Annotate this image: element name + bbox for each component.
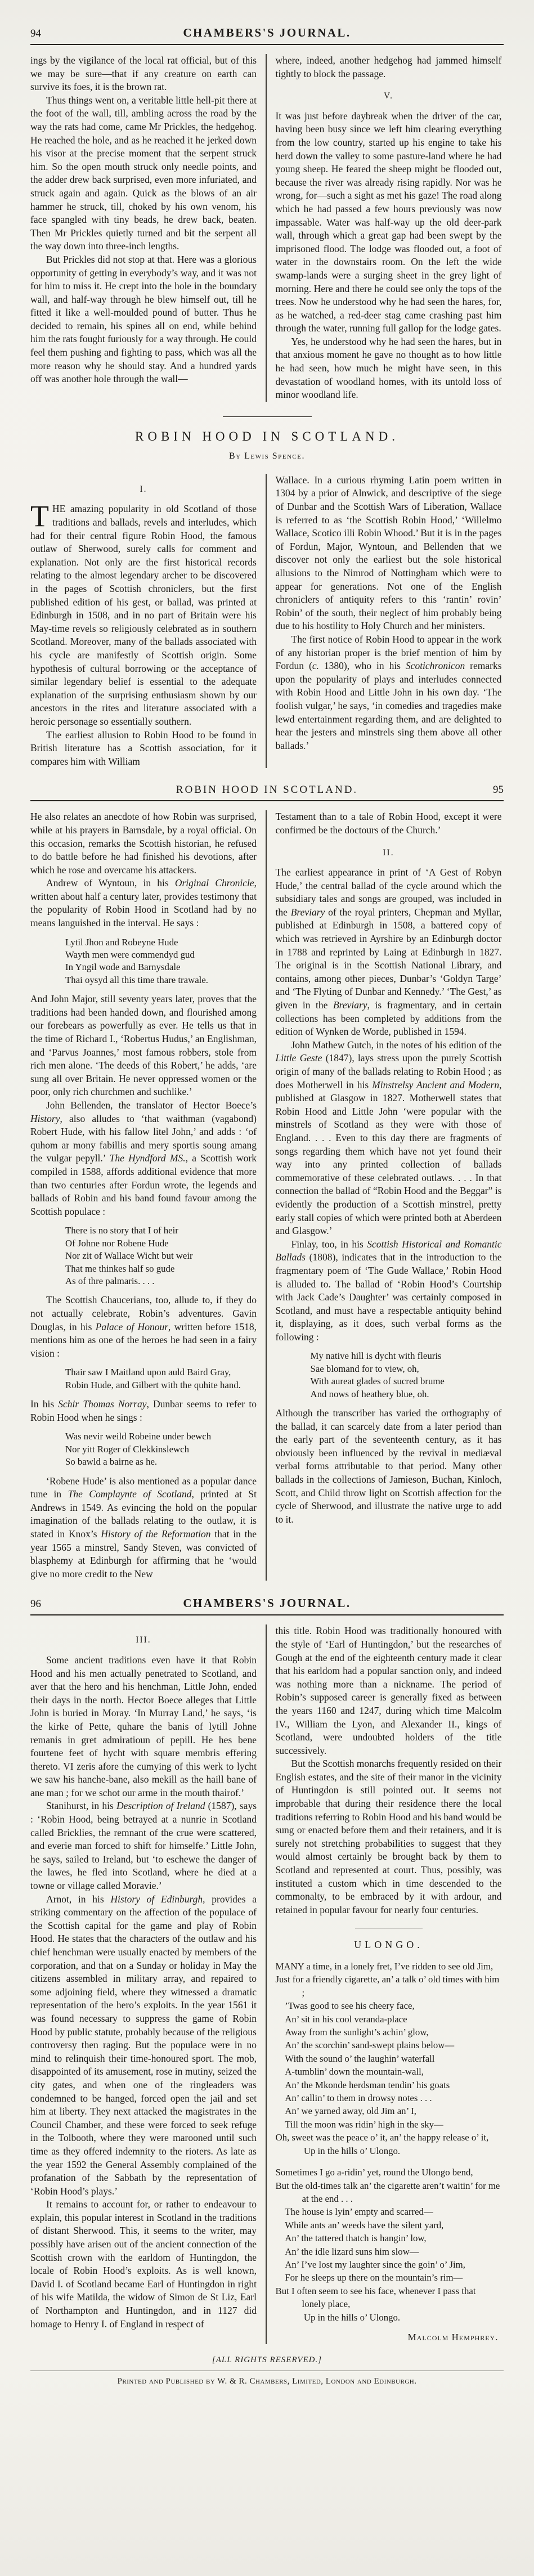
section-heading-v: V. bbox=[383, 91, 394, 101]
verse-line: That me thinkes half so gude bbox=[65, 1263, 175, 1274]
page-95-header bbox=[0, 784, 534, 796]
page-94-header bbox=[0, 26, 534, 40]
page-94-columns-bottom bbox=[0, 465, 534, 768]
paragraph: The earliest appearance in print of ‘A Gest of Robyn Hude,’ the central ballad of the cycle around which the subsidiary tales and songs are grouped, was included in the Breviary of the royal printers, Chepman and Myllar, published at Edinburgh in 1508, a battered copy of which was retrieved in Ayrshire by an Edinburgh doctor in 1788 and reprinted by Laing at Edinburgh in 1827. The original is in the Scottish National Library, and contains, among other pieces, Dunbar’s ‘Goldyn Targe’ and ‘The Flyting of Dunbar and Kennedy.’ ‘The Gest,’ as given in the Breviary, is fragmentary, and in certain collections has been completed by additions from the edition of Wynken de Worde, published in 1594. bbox=[275, 867, 502, 1038]
verse-line: Oh, sweet was the peace o’ it, an’ the happy release o’ it, bbox=[275, 2132, 489, 2143]
page-95 bbox=[0, 784, 534, 1581]
verse-block bbox=[65, 1430, 257, 1468]
verse-line: Nor zit of Wallace Wicht but weir bbox=[65, 1250, 193, 1262]
verse-line: But I often seem to see his face, whenever I pass that lonely place, bbox=[275, 2285, 476, 2310]
column-divider bbox=[266, 1624, 267, 2344]
paragraph: THE amazing popularity in old Scotland of those traditions and ballads, revels and interludes, which had for their central figure Robin Hood, the famous outlaw of Sherwood, surely calls for comment and explanation. Not only are the first historical records relating to the almost legendary archer to be discovered in the pages of Scottish chroniclers, but the first published edition of his gest, or ballad, was printed at Edinburgh in 1508, and in no part of Britain were his May-time revels so religiously celebrated as in southern Scotland. Moreover, many of the ballads associated with his cycle are manifestly of Scottish origin. Some hypothesis of cultural borrowing or the acceptance of similar legendary belief is essential to the adequate explanation of the surprising enthusiasm shown by our ancestors in the rites and literature associated with a heroic personage so essentially southern. bbox=[30, 499, 257, 727]
verse-line: Thair saw I Maitland upon auld Baird Gray, bbox=[65, 1367, 231, 1378]
article-byline: By Lewis Spence. bbox=[228, 451, 305, 461]
right-column bbox=[276, 54, 502, 402]
poem-title: ULONGO. bbox=[354, 1939, 423, 1951]
verse-line: An’ the scorchin’ sand-swept plains below— bbox=[275, 2040, 455, 2051]
right-column bbox=[276, 810, 502, 1581]
running-title: ROBIN HOOD IN SCOTLAND. bbox=[176, 784, 358, 796]
verse-line: While ants an’ weeds have the silent yard, bbox=[275, 2219, 444, 2231]
verse-line: Robin Hude, and Gilbert with the quhite hand. bbox=[65, 1379, 241, 1390]
verse-line: With aureat glades of sucred brume bbox=[310, 1376, 445, 1387]
rights-notice: [ALL RIGHTS RESERVED.] bbox=[212, 2355, 322, 2364]
paragraph: this title. Robin Hood was traditionally honoured with the style of ‘Earl of Huntingdon,’ but the researches of Gough at the end of the eighteenth century made it clear that his earldom had a popular sanction only, and indeed was nothing more than a nickname. The period of Robin’s supposed career is generally fixed as between the years 1160 and 1247, during which time Malcolm IV., William the Lyon, and Alexander II., kings of Scotland, were undoubted holders of the title successively. bbox=[275, 1625, 502, 1756]
verse-line: Of Johne nor Robene Hude bbox=[65, 1237, 169, 1249]
verse-line: An’ I’ve lost my laughter since the goin’ o’ Jim, bbox=[275, 2259, 465, 2270]
paragraph: where, indeed, another hedgehog had jammed himself tightly to block the passage. bbox=[275, 55, 502, 79]
page-96 bbox=[0, 1596, 534, 2405]
paragraph: John Mathew Gutch, in the notes of his edition of the Little Geste (1847), lays stress upon the purely Scottish origin of many of the ballads relating to Robin Hood ; as does Motherwell in his Minstrelsy Ancient and Modern, published at Glasgow in 1827. Motherwell states that Robin Hood and Little John ‘were popular with the minstrels of Scotland as they were with those of England. . . . Even to this day there are fragments of songs regarding them which have not yet found their way into any printed collection of ballads commemorative of these celebrated outlaws. . . . In that connection the ballad of “Robin Hood and the Beggar” is evidently the production of a Scottish minstrel, pretty early stall copies of which were printed both at Aberdeen and Glasgow.’ bbox=[275, 1039, 502, 1237]
page-95-columns bbox=[0, 801, 534, 1581]
left-column bbox=[30, 54, 257, 402]
paragraph: Some ancient traditions even have it that Robin Hood and his men actually penetrated to Scotland, and aver that the hero and his henchman, Little John, ended their days in the north. Hector Boece alleges that Little John is buried in Moray. ‘In Murray Land,’ he says, ‘is the kirke of Pette, quhare the banis of lytill Johne remanis in gret admiratioun of pepill. He hes bene fourtene feet of hycht with square membris effering thereto. VI zeris afore the cumying of this werk to lycht we saw his hanche-bane, also mekill as the haill bane of ane man ; for we schot our arme in the mouth thairof.’ bbox=[30, 1654, 257, 1798]
verse-line: Up in the hills o’ Ulongo. bbox=[275, 2145, 401, 2156]
article-divider-rule bbox=[223, 416, 312, 417]
paragraph: Testament than to a tale of Robin Hood, except it were confirmed be the doctours of the Church.’ bbox=[275, 811, 502, 836]
verse-line: And nows of heathery blue, oh. bbox=[310, 1388, 429, 1399]
verse-line: As of thre palmaris. . . . bbox=[65, 1276, 155, 1286]
verse-line: Wayth men were commendyd gud bbox=[65, 949, 195, 961]
verse-line: ’Twas good to see his cheery face, bbox=[275, 2000, 415, 2012]
section-heading-iii: III. bbox=[136, 1635, 151, 1645]
verse-block bbox=[65, 936, 257, 987]
verse-line: An’ we yarned away, old Jim an’ I, bbox=[275, 2106, 416, 2117]
page-94 bbox=[0, 26, 534, 768]
paragraph: But the Scottish monarchs frequently resided on their English estates, and the site of their manor in the vicinity of Huntingdon is still pointed out. It seems not improbable that during their residence there the local traditions referring to Robin Hood and his band would be sung or enacted before them and their retainers, and it is surely not stretching probabilities to suggest that they would almost certainly be brought back by them to Scotland and represented at court. Thus, possibly, was instituted a custom which in time descended to the commonalty, to be embraced by it with ardour, and retained in popular favour for nearly four centuries. bbox=[275, 1758, 502, 1915]
journal-masthead: CHAMBERS'S JOURNAL. bbox=[183, 26, 351, 39]
section-heading-ii: II. bbox=[383, 847, 394, 858]
page-gap bbox=[0, 768, 534, 784]
paragraph: He also relates an anecdote of how Robin was surprised, while at his prayers in Barnsdale, by a royal official. On this occasion, remarks the Scottish historian, he refused to do battle before he had finished his devotions, after which he rose and overcame his attackers. bbox=[30, 811, 257, 876]
verse-line: For he sleeps up there on the mountain’s rim— bbox=[275, 2272, 463, 2283]
page-gap bbox=[0, 1581, 534, 1596]
verse-line: Sae blomand for to view, oh, bbox=[310, 1363, 419, 1374]
paragraph: John Bellenden, the translator of Hector Boece’s History, also alludes to ‘that waithman (vagabond) Robert Hude, with his fallow litel John,’ and adds : ‘of quhom ar mony fabillis and mery sportis soung amang the vulgar pepyll.’ The Hyndford MS., a Scottish work compiled in 1588, affords additional evidence that more than two centuries after Fordun wrote, the legends and ballads of Robin and his band found favour among the Scottish populace : bbox=[30, 1099, 257, 1217]
paragraph: In his Schir Thomas Norray, Dunbar seems to refer to Robin Hood when he sings : bbox=[30, 1398, 257, 1423]
verse-line: An’ the tattered thatch is hangin’ low, bbox=[275, 2233, 427, 2244]
article-title-block bbox=[0, 402, 534, 465]
verse-line: There is no story that I of heir bbox=[65, 1225, 178, 1236]
paragraph: It was just before daybreak when the driver of the car, having been busy since we left him clearing everything from the low country, started up his engine to take his herd down the valley to some pasture-land where he had young sheep. He feared the sheep might be flooded out, because the river was already rising rapidly. Nor was he wrong, for—such a sight as met his gaze! The road along which he had passed a few hours previously was now impassable. Water was half-way up the old deer-park wall, through which a great gap had been swept by the imprisoned flood. The lodge was flooded out, a foot of water in the downstairs room. On the left the wide swamp-lands were a surging sheet in the grey light of morning. Here and there he could see only the tops of the trees. Now he understood why he had seen the hares, for, as he watched, a red-deer stag came crashing past him through the water, running full gallop for the lodge gates. bbox=[275, 110, 502, 334]
verse-line: An’ the Mkonde herdsman tendin’ his goats bbox=[275, 2079, 450, 2090]
page-95-number: 95 bbox=[493, 784, 504, 796]
verse-line: MANY a time, in a lonely fret, I’ve ridden to see old Jim, bbox=[275, 1961, 493, 1972]
poem-author: Malcolm Hemphrey. bbox=[407, 2331, 499, 2342]
paragraph: ‘Robene Hude’ is also mentioned as a popular dance tune in The Complaynte of Scotland, printed at St Andrews in 1549. As evincing the hold on the popular imagination of the ballads relating to the outlaw, it is stated in Knox’s History of the Reformation that in the year 1565 a minstrel, Sandy Steven, was convicted of blasphemy at Edinburgh for affirming that he ‘would give no more credit to the New bbox=[30, 1475, 257, 1579]
verse-line: So bawld a bairne as he. bbox=[65, 1456, 158, 1467]
left-column bbox=[30, 1624, 257, 2344]
verse-line: Till the moon was ridin’ high in the sky— bbox=[275, 2119, 443, 2130]
verse-line: Away from the sunlight’s achin’ glow, bbox=[275, 2027, 429, 2038]
left-column bbox=[30, 474, 257, 768]
column-divider bbox=[266, 54, 267, 402]
verse-line: With the sound o’ the laughin’ waterfall bbox=[275, 2053, 435, 2064]
verse-line: An’ callin’ to them in drowsy notes . . . bbox=[275, 2093, 432, 2104]
paragraph: It remains to account for, or rather to endeavour to explain, this popular interest in Scotland in the traditions of distant Sherwood. This, it seems to the writer, may possibly have arisen out of the ancient connection of the Scottish crown with the earldom of Huntingdon, the locale of Robin Hood’s exploits. As is well known, David I. of Scotland became Earl of Huntingdon in right of his wife Matilda, the widow of Simon de St Liz, Earl of Northampton and Huntingdon, and in 1127 did homage to Henry I. of England in respect of bbox=[30, 2198, 257, 2330]
paragraph: And John Major, still seventy years later, proves that the traditions had been handed down, and flourished among our forebears as powerfully as ever. He tells us that in the time of Richard I., ‘Robertus Hudus,’ an Englishman, and ‘Parvus Joannes,’ most famous robbers, stole from rich men alone. ‘The deeds of this Robert,’ he adds, ‘are sung all over Britain. He never oppressed women or the poor, only rich churchmen and suchlike.’ bbox=[30, 993, 257, 1098]
paragraph: Stanihurst, in his Description of Ireland (1587), says : ‘Robin Hood, being betrayed at a nunrie in Scotland called Bricklies, the remnant of the crue were scattered, and everie man forced to shift for himselfe.’ Little John, he says, sailed to Ireland, but ‘to eschewe the danger of the lawes, he fled into Scotland, where he died at a towne or village called Moravie.’ bbox=[30, 1800, 257, 1892]
verse-line: But the old-times talk an’ the cigarette aren’t waitin’ for me at the end . . . bbox=[275, 2180, 500, 2204]
paragraph: Wallace. In a curious rhyming Latin poem written in 1304 by a prior of Alnwick, and descriptive of the siege of Dunbar and the Scottish Wars of Liberation, Wallace is referred to as ‘the Scottish Robin Hood,’ ‘Willelmo Wallace, Scotico illi Robin Whood.’ But it is in the pages of Fordun, Major, Wyntoun, and Bellenden that we discover not only the earliest but the sole historical allusions to the Nimrod of Nottingham which were to appear for generations. Not one of the English chroniclers of antiquity refers to this ‘rantin’ rovin’ Robin’ of the south, their neglect of him probably being due to his hostility to Holy Church and her ministers. bbox=[275, 474, 502, 632]
imprint: Printed and Published by W. & R. Chambers, Limited, London and Edinburgh. bbox=[117, 2376, 417, 2386]
column-divider bbox=[266, 474, 267, 768]
paragraph: Andrew of Wyntoun, in his Original Chronicle, written about half a century later, provides testimony that the popularity of Robin Hood in Scotland had by no means languished in the interval. He says : bbox=[30, 877, 257, 929]
paragraph: The earliest allusion to Robin Hood to be found in British literature has a Scottish association, for it compares him with William bbox=[30, 729, 257, 767]
verse-line: A-tumblin’ down the mountain-wall, bbox=[275, 2066, 424, 2077]
paragraph: Finlay, too, in his Scottish Historical and Romantic Ballads (1808), indicates that in the introduction to the fragmentary poem of ‘The Gude Wallace,’ Robin Hood is alluded to. The ballad of ‘Robin Hood’s Courtship with Jack Cade’s Daughter’ was certainly composed in Scotland, and must have a respectable antiquity behind it, displaying, as it does, such verbal forms as the following : bbox=[275, 1238, 502, 1343]
page-94-number: 94 bbox=[30, 28, 41, 39]
page-96-header bbox=[0, 1596, 534, 1610]
verse-line: Sometimes I go a-ridin’ yet, round the Ulongo bend, bbox=[275, 2167, 473, 2178]
paragraph: ings by the vigilance of the local rat official, but of this we may be sure—that if any creature on earth can survive its foes, it is the brown rat. bbox=[30, 55, 257, 93]
paragraph: Arnot, in his History of Edinburgh, provides a striking commentary on the affection of the populace of the Scottish capital for the game and play of Robin Hood. He states that the characters of the outlaw and his chief henchman were usually enacted by members of the corporation, and that on a Sunday or holiday in May the citizens assembled in military array, and repaired to some adjoining field, where they witnessed a dramatic representation of the hero’s exploits. In the year 1561 it was found necessary to suppress the game of Robin Hood by public statute, probably because of the religious controversy then raging. But the populace were in no mind to relinquish their time-honoured sport. The mob, disappointed of its amusement, rose in mutiny, seized the city gates, and when one of the ringleaders was condemned to be hanged, forced open the jail and set him at liberty. They next attacked the magistrates in the Council Chamber, and these were forced to seek refuge in the Tolbooth, where they were marooned until such time as they offered indemnity to the rioters. As late as the year 1592 the General Assembly complained of the profanation of the Sabbath by the representation of ‘Robin Hood’s plays.’ bbox=[30, 1893, 257, 2197]
page-96-columns bbox=[0, 1615, 534, 2344]
page-96-number: 96 bbox=[30, 1598, 41, 1610]
column-divider bbox=[266, 810, 267, 1581]
verse-line: The house is lyin’ empty and scarred— bbox=[275, 2206, 433, 2218]
paragraph: Yes, he understood why he had seen the hares, but in that anxious moment he gave no thought as to how little he had seen, how much he might have seen, in this devastation of woodland homes, with its untold loss of minor woodland life. bbox=[275, 335, 502, 401]
verse-line: Lytil Jhon and Robeyne Hude bbox=[65, 936, 178, 948]
verse-line: An’ sit in his cool veranda-place bbox=[275, 2013, 407, 2025]
verse-block bbox=[65, 1224, 257, 1287]
paragraph: Although the transcriber has varied the orthography of the ballad, it can scarcely date from a later period than the early part of the seventeenth century, as it has obviously been influenced by the revival in mediæval verbal forms attributable to that period. Many other ballads in the collections of Jamieson, Buchan, Kinloch, Scott, and Child throw light on Scottish affection for the cycle of Sherwood, and illustrate the native urge to add to it. bbox=[275, 1407, 502, 1525]
verse-line: Nor yitt Roger of Clekkinslewch bbox=[65, 1443, 189, 1455]
verse-line: Up in the hills o’ Ulongo. bbox=[275, 2312, 401, 2323]
verse-line: Just for a friendly cigarette, an’ a talk o’ old times with him ; bbox=[275, 1974, 500, 1998]
paragraph: The first notice of Robin Hood to appear in the work of any historian proper is the brief mention of him by Fordun (c. 1380), who in his Scotichronicon remarks upon the popularity of plays and interludes connected with Robin Hood and Little John in his own day. ‘The foolish vulgar,’ he says, ‘in comedies and tragedies make lewd entertainment regarding them, and are delighted to hear the jesters and minstrels sing them above all other ballads.’ bbox=[275, 633, 502, 751]
verse-block bbox=[65, 1366, 257, 1392]
verse-line: Thai oysyd all this time thare trawale. bbox=[65, 974, 208, 985]
verse-line: Was nevir weild Robeine under bewch bbox=[65, 1431, 212, 1442]
poem-stanza-2 bbox=[276, 2166, 502, 2324]
page-94-columns-top bbox=[0, 45, 534, 402]
paragraph: Thus things went on, a veritable little hell-pit there at the foot of the wall, till, ambling across the road by the way the rats had come, came Mr Prickles, the hedgehog. He reached the hole, and as he reached it he jerked down his visor at the precise moment that the serpent struck him. So the open mouth struck only needle points, and the adder drew back surprised, even more infuriated, and struck again and again. Quick as the blows of an air hammer he struck, till, choked by his own venom, his face spangled with tiny beads, he drew back, beaten. Then Mr Prickles quietly turned and bit the serpent all the way down into three-inch lengths. bbox=[30, 94, 257, 252]
right-column bbox=[276, 1624, 502, 2344]
poem-stanza-1 bbox=[276, 1960, 502, 2157]
verse-line: An’ the idle lizard suns him slow— bbox=[275, 2246, 419, 2257]
right-column bbox=[276, 474, 502, 768]
verse-line: My native hill is dycht with fleuris bbox=[310, 1350, 442, 1362]
journal-masthead: CHAMBERS'S JOURNAL. bbox=[183, 1596, 351, 1610]
paragraph: But Prickles did not stop at that. Here was a glorious opportunity of getting in everybody’s way, and it was not for him to miss it. He crept into the hole in the boundary wall, and half-way through he blew himself out, till he fitted it like a well-moulded pound of butter. Thus he decided to remain, his spines all on end, while behind him the rats fought furiously for a way through. He could feel them pushing and fighting to pass, which was all the more reason why he should stay. And a hundred yards off was another hole through the wall— bbox=[30, 253, 257, 385]
verse-block bbox=[311, 1350, 502, 1401]
paragraph: The Scottish Chaucerians, too, allude to, if they do not actually celebrate, Robin’s adventures. Gavin Douglas, in his Palace of Honour, written before 1518, mentions him as one of the heroes he had seen in a fairy vision : bbox=[30, 1294, 257, 1359]
left-column bbox=[30, 810, 257, 1581]
section-heading-i: I. bbox=[140, 484, 147, 494]
verse-line: In Yngil wode and Barnysdale bbox=[65, 962, 181, 973]
article-title: ROBIN HOOD IN SCOTLAND. bbox=[135, 429, 399, 443]
